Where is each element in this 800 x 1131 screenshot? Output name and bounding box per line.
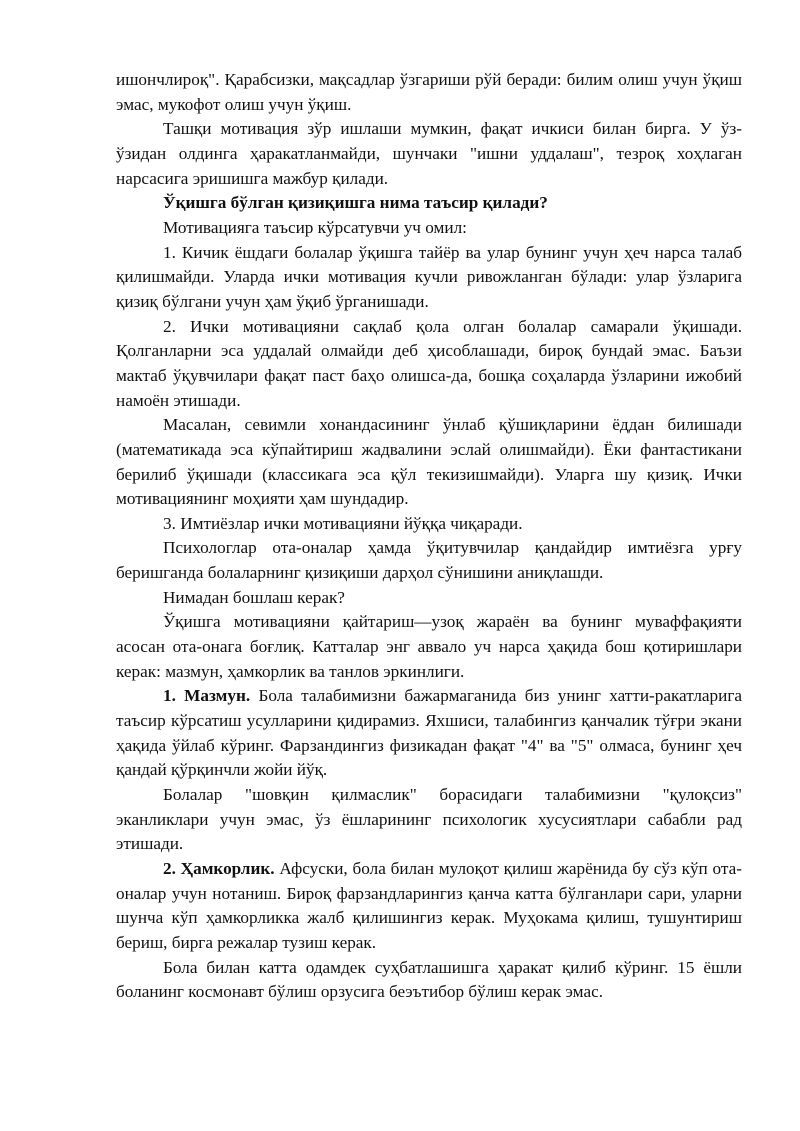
content-label: 1. Мазмун.: [163, 686, 251, 706]
paragraph-2: Ташқи мотивация зўр ишлаши мумкин, фақат ичкиси билан бирга. У ўз-ўзидан олдинга ҳаракатланмайди, шунчаки "ишни уддалаш", тезроқ хоҳлаган нарсасига эришишга мажбур қилади.: [116, 119, 742, 188]
content-text: Бола талабимизни бажармаганида биз унинг хатти-ракатларига таъсир кўрсатиш усулларини қидирамиз. Яхшиси, талабингиз қанчалик тўғри экани ҳақида ўйлаб кўринг. Фарзандингиз физикадан фақат "4" ва "5" олмаса, бунинг ҳеч қандай қўрқинчли жойи йўқ.: [116, 686, 743, 780]
paragraph-where-to-start: Нимадан бошлаш керак?: [163, 587, 345, 607]
cooperation-text: Афсуски, бола билан мулоқот қилиш жарёнида бу сўз кўп ота-оналар учун нотаниш. Бироқ фарзандларингиз қанча катта бўлганлари сари, уларни шунча кўп ҳамкорликка жалб қилишингиз керак. Муҳокама қилиш, тушунтириш бериш, бирга режалар тузиш керак.: [116, 859, 742, 952]
paragraph-content: [116, 684, 742, 783]
document-page: [116, 68, 742, 1005]
paragraph-factors-intro: Мотивацияга таъсир кўрсатувчи уч омил:: [163, 217, 467, 237]
section-heading: Ўқишга бўлган қизиқишга нима таъсир қилади?: [163, 193, 548, 213]
cooperation-label: 2. Ҳамкорлик.: [163, 859, 275, 878]
paragraph-noise: Болалар "шовқин қилмаслик" борасидаги талабимизни "қулоқсиз" эканликлари учун эмас, ўз ёшларининг психологик хусусиятлари сабабли рад этишади.: [116, 785, 742, 854]
paragraph-factor-1: 1. Кичик ёшдаги болалар ўқишга тайёр ва улар бунинг учун ҳеч нарса талаб қилишмайди. Уларда ички мотивация кучли ривожланган бўлади: улар ўзларига қизиқ бўлгани учун ҳам ўқиб ўрганишади.: [116, 242, 742, 311]
paragraph-psychologists: Психологлар ота-оналар ҳамда ўқитувчилар қандайдир имтиёзга урғу беришганда болаларнинг қизиқиши дарҳол сўнишини аниқлашди.: [116, 538, 742, 583]
paragraph-restoring-motivation: Ўқишга мотивацияни қайтариш—узоқ жараён ва бунинг муваффақияти асосан ота-онага боғлиқ. Катталар энг аввало уч нарса ҳақида бош қотиришлари керак: мазмун, ҳамкорлик ва танлов эркинлиги.: [116, 612, 742, 681]
paragraph-factor-2: 2. Ички мотивацияни сақлаб қола олган болалар самарали ўқишади. Қолганларни эса уддалай олмайди деб ҳисоблашади, бироқ бундай эмас. Баъзи мактаб ўқувчилари фақат паст баҳо олишса-да, бошқа соҳаларда ўзларини ижобий намоён этишади.: [116, 316, 742, 410]
paragraph-conversation: Бола билан катта одамдек суҳбатлашишга ҳаракат қилиб кўринг. 15 ёшли боланинг космонавт бўлиш орзусига беэътибор бўлиш керак эмас.: [116, 957, 742, 1002]
paragraph-cooperation: [116, 857, 742, 956]
paragraph-factor-3: 3. Имтиёзлар ички мотивацияни йўққа чиқаради.: [163, 513, 523, 533]
paragraph-1: ишончлироқ". Қарабсизки, мақсадлар ўзгариши рўй беради: билим олиш учун ўқиш эмас, мукофот олиш учун ўқиш.: [116, 70, 742, 114]
paragraph-example: Масалан, севимли хонандасининг ўнлаб қўшиқларини ёддан билишади (математикада эса кўпайтириш жадвалини эслай олишмайди). Ёки фантастикани берилиб ўқишади (классикага эса қўл текизишмайди). Уларга шу қизиқ. Ички мотивациянинг моҳияти ҳам шундадир.: [116, 415, 742, 509]
